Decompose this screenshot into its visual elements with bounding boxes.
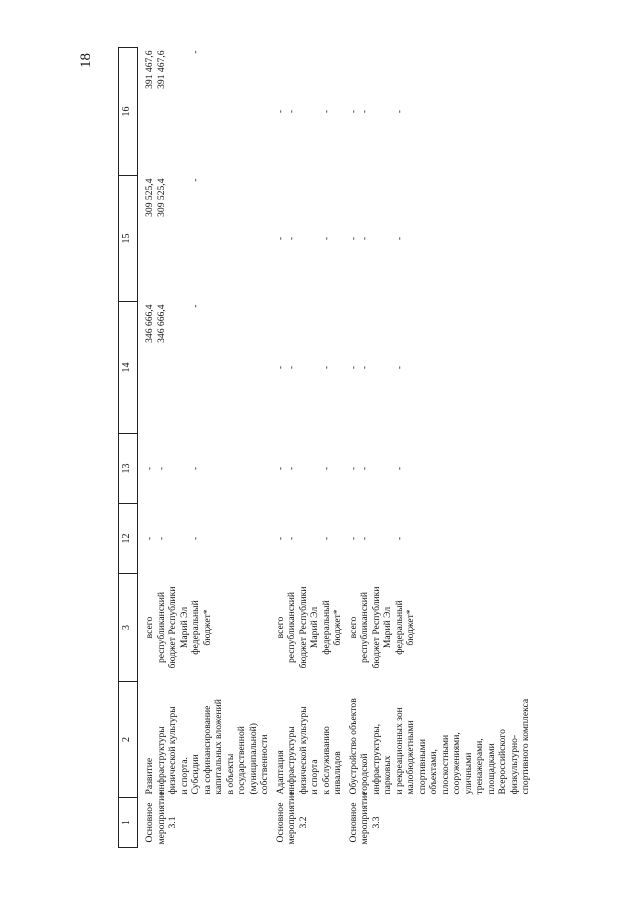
measure-name-cell-line: и спорта (309, 759, 320, 795)
measure-name-cell-line: собственности (259, 734, 270, 795)
value-cell-14 (138, 302, 273, 434)
value-line: - (286, 536, 297, 541)
value-line: - (320, 109, 332, 114)
measure-name-cell-line: физической культуры (167, 706, 178, 795)
table-row (346, 48, 534, 848)
measure-name-cell (138, 682, 273, 798)
measure-name-cell-line: парковых (382, 755, 393, 795)
value-line (298, 179, 310, 299)
measure-name-cell-line: к обслуживанию (320, 726, 332, 795)
measure-name-cell-line: уличными (462, 752, 474, 795)
value-line (167, 179, 179, 299)
measure-name-cell-line: физической культуры (297, 706, 309, 795)
value-line (371, 51, 383, 173)
value-line: - (286, 109, 297, 114)
measure-name-cell-line: (муниципальной) (247, 723, 259, 795)
measure-name-cell-line: малобюджетными (405, 720, 416, 795)
funding-source-cell-line: Марий Эл (178, 606, 190, 649)
value-line (371, 437, 383, 501)
value-line (298, 305, 310, 431)
value-cell-16 (346, 48, 534, 176)
measure-name-cell-line: спортивными (416, 738, 428, 795)
funding-source-cell-line: всего (144, 616, 155, 639)
measure-name-cell-line: инфраструктуры, (370, 723, 382, 795)
value-line (167, 305, 179, 431)
value-cell-12 (273, 504, 346, 574)
value-line: - (347, 466, 359, 471)
value-line (167, 51, 179, 173)
value-cell-13 (273, 434, 346, 504)
measure-name-cell-line: государственной (236, 726, 247, 795)
value-line (179, 51, 191, 173)
measure-code-cell (273, 791, 346, 848)
funding-source-cell-line: республиканский (286, 591, 297, 664)
measure-code-cell-line: мероприятие (286, 791, 297, 845)
value-line: 346 666,4 (144, 304, 155, 343)
measure-name-cell-line: спортивного комплекса (520, 698, 531, 795)
measure-code-cell-line: Основное (274, 802, 286, 843)
funding-source-cell-line: бюджет Республики (370, 586, 382, 669)
value-line: 391 467,6 (144, 50, 155, 89)
page-number: 18 (78, 53, 94, 68)
value-line: - (320, 466, 332, 471)
value-line (309, 179, 321, 299)
header-col-1: 1 (119, 798, 138, 848)
value-cell-15 (273, 176, 346, 302)
value-cell-15 (138, 176, 273, 302)
value-line (371, 179, 383, 299)
value-cell-12 (346, 504, 534, 574)
value-line: - (359, 109, 370, 114)
measure-name-cell-line: капитальных вложений (213, 699, 224, 795)
value-line (371, 507, 383, 571)
value-line (298, 51, 310, 173)
value-line: - (320, 236, 332, 241)
value-line: 309 525,4 (144, 178, 155, 217)
measure-name-cell (273, 682, 346, 798)
value-line (309, 437, 321, 501)
value-line: - (190, 304, 201, 308)
funding-source-cell-line: бюджет* (405, 609, 416, 646)
value-line: - (347, 365, 359, 370)
value-line: - (286, 365, 297, 370)
table-row (138, 48, 273, 848)
measure-name-cell-line: объектами, (428, 749, 439, 795)
measure-name-cell-line: на софинансирование (201, 705, 213, 795)
value-line: - (393, 109, 405, 114)
value-cell-16 (273, 48, 346, 176)
measure-code-cell-line: 3.1 (167, 816, 178, 829)
value-line: - (155, 536, 167, 541)
value-line (179, 507, 191, 571)
funding-source-cell (138, 574, 273, 682)
value-line (167, 507, 179, 571)
value-line: - (190, 178, 201, 182)
table-row (273, 48, 346, 848)
measure-name-cell-line: площадками (485, 743, 497, 795)
value-line (371, 305, 383, 431)
value-line: - (393, 536, 405, 541)
value-line: - (320, 365, 332, 370)
header-col-12: 12 (119, 504, 138, 574)
value-cell-14 (346, 302, 534, 434)
value-line: - (274, 109, 286, 114)
value-line (179, 179, 191, 299)
measure-name-cell-line: Субсидии (190, 754, 201, 795)
funding-source-cell-line: Марий Эл (382, 606, 393, 649)
funding-source-cell-line: бюджет Республики (297, 586, 309, 669)
value-line: - (155, 466, 167, 471)
funding-source-cell-line: всего (347, 616, 359, 639)
measure-name-cell-line: Адаптация (274, 750, 286, 795)
measure-code-cell-line: мероприятие (359, 791, 370, 845)
measure-name-cell-line: городской (359, 753, 370, 795)
value-line (309, 51, 321, 173)
header-col-2: 2 (119, 682, 138, 798)
value-line: - (286, 236, 297, 241)
funding-source-cell-line: республиканский (359, 591, 370, 664)
value-line: - (274, 536, 286, 541)
value-line: - (144, 466, 155, 471)
header-row (119, 48, 138, 848)
value-line (382, 437, 394, 501)
funding-source-cell-line: бюджет Республики (167, 586, 178, 669)
value-cell-13 (346, 434, 534, 504)
value-line: - (359, 536, 370, 541)
funding-source-cell-line: федеральный (393, 600, 405, 655)
measure-code-cell (138, 791, 273, 848)
value-line (298, 507, 310, 571)
value-line: - (347, 536, 359, 541)
value-line: - (359, 365, 370, 370)
value-line (382, 179, 394, 299)
value-line: - (190, 466, 201, 471)
value-line (298, 437, 310, 501)
measure-name-cell-line: инвалидов (332, 751, 343, 795)
funding-source-cell-line: федеральный (320, 600, 332, 655)
measure-code-cell-line: Основное (144, 802, 155, 843)
value-line: - (144, 536, 155, 541)
measure-name-cell-line: Развитие (144, 757, 155, 795)
header-col-16: 16 (119, 48, 138, 176)
value-line: - (190, 50, 201, 54)
funding-source-cell-line: бюджет* (332, 609, 343, 646)
measure-name-cell-line: Обустройство объектов (347, 698, 359, 795)
measure-name-cell-line: и спорта. (178, 757, 190, 795)
value-line: 309 525,4 (155, 178, 167, 217)
value-line: - (274, 365, 286, 370)
measure-code-cell-line: 3.2 (297, 816, 309, 829)
value-line (382, 507, 394, 571)
funding-source-cell-line: всего (274, 616, 286, 639)
value-line: - (359, 466, 370, 471)
value-line: - (286, 466, 297, 471)
value-cell-15 (346, 176, 534, 302)
value-line: - (347, 236, 359, 241)
value-line (179, 437, 191, 501)
measure-name-cell-line: инфраструктуры (286, 726, 297, 795)
value-cell-12 (138, 504, 273, 574)
measure-code-cell-line: 3.3 (370, 816, 382, 829)
funding-source-cell-line: Марий Эл (309, 606, 320, 649)
value-line: 391 467,6 (155, 50, 167, 89)
header-col-13: 13 (119, 434, 138, 504)
funding-table (118, 47, 534, 848)
rotated-table-sheet (118, 48, 638, 848)
value-line (179, 305, 191, 431)
measure-name-cell-line: физкультурно- (508, 734, 520, 795)
value-line: 346 666,4 (155, 304, 167, 343)
value-cell-16 (138, 48, 273, 176)
value-line: - (393, 365, 405, 370)
value-line (382, 305, 394, 431)
value-line: - (190, 536, 201, 541)
value-line: - (347, 109, 359, 114)
value-line (382, 51, 394, 173)
measure-name-cell-line: сооружениями, (451, 732, 462, 795)
measure-name-cell-line: инфраструктуры (155, 726, 167, 795)
funding-source-cell-line: федеральный (190, 600, 201, 655)
value-line: - (393, 236, 405, 241)
value-line: - (393, 466, 405, 471)
value-line: - (274, 236, 286, 241)
measure-name-cell-line: и рекреационных зон (393, 707, 405, 795)
header-col-15: 15 (119, 176, 138, 302)
measure-code-cell-line: Основное (347, 802, 359, 843)
measure-name-cell (346, 682, 534, 798)
header-col-3: 3 (119, 574, 138, 682)
measure-name-cell-line: в объекты (224, 753, 236, 795)
value-line (167, 437, 179, 501)
value-line: - (274, 466, 286, 471)
measure-code-cell-line: мероприятие (155, 791, 167, 845)
value-line: - (320, 536, 332, 541)
measure-code-cell (346, 791, 534, 848)
value-cell-14 (273, 302, 346, 434)
funding-source-cell (273, 574, 346, 682)
measure-name-cell-line: Всероссийского (497, 729, 508, 795)
value-cell-13 (138, 434, 273, 504)
funding-source-cell-line: бюджет* (201, 609, 213, 646)
funding-source-cell-line: республиканский (155, 591, 167, 664)
value-line (309, 507, 321, 571)
value-line: - (359, 236, 370, 241)
measure-name-cell-line: плоскостными (439, 734, 451, 795)
measure-name-cell-line: тренажерами, (474, 738, 485, 795)
value-line (309, 305, 321, 431)
funding-source-cell (346, 574, 534, 682)
header-col-14: 14 (119, 302, 138, 434)
